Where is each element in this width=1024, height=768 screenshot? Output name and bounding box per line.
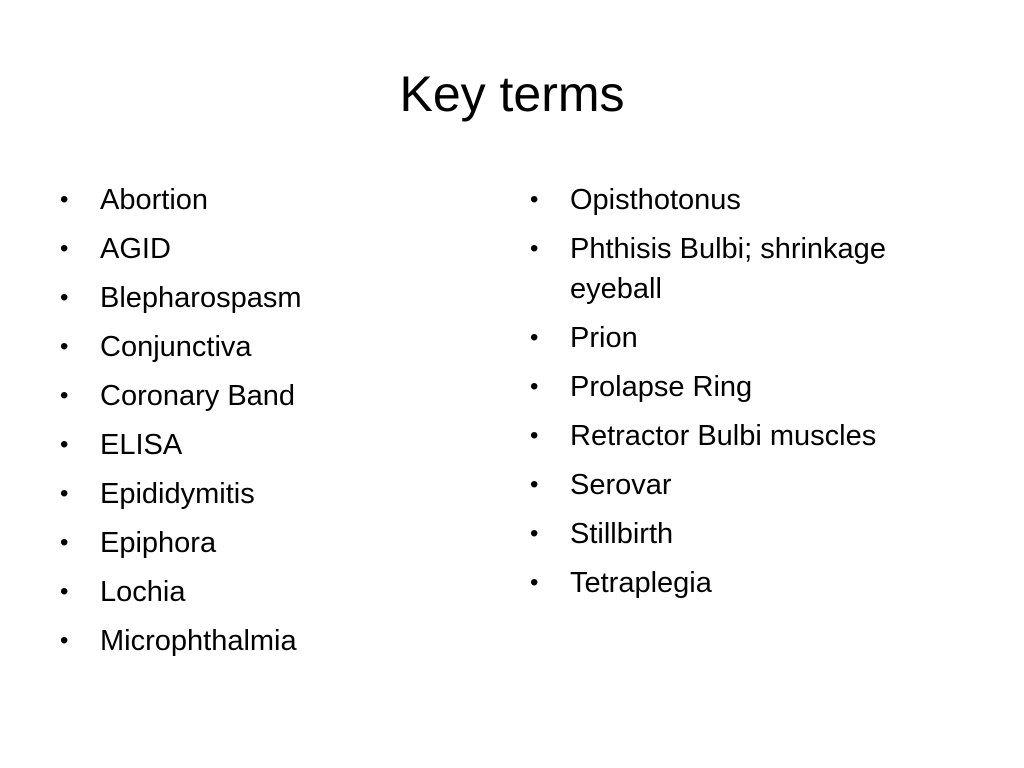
bullet-icon: • <box>60 578 69 605</box>
list-item <box>60 474 480 514</box>
left-term-list <box>60 180 480 670</box>
list-item <box>60 229 480 269</box>
list-item <box>60 425 480 465</box>
list-item <box>60 278 480 318</box>
list-item <box>60 327 480 367</box>
term-text: Prolapse Ring <box>570 371 753 403</box>
list-item <box>530 416 950 456</box>
term-text: Tetraplegia <box>570 567 712 599</box>
bullet-icon: • <box>60 235 69 262</box>
list-item <box>530 229 950 309</box>
bullet-icon: • <box>530 324 539 351</box>
bullet-icon: • <box>530 471 539 498</box>
list-item <box>530 514 950 554</box>
bullet-icon: • <box>60 431 69 458</box>
bullet-icon: • <box>530 186 539 213</box>
bullet-icon: • <box>60 284 69 311</box>
bullet-icon: • <box>60 333 69 360</box>
bullet-icon: • <box>60 480 69 507</box>
bullet-icon: • <box>60 382 69 409</box>
bullet-icon: • <box>530 422 539 449</box>
list-item <box>60 180 480 220</box>
term-text: Microphthalmia <box>100 625 297 657</box>
term-text: Epiphora <box>100 527 217 559</box>
term-text: Opisthotonus <box>570 184 741 216</box>
bullet-icon: • <box>530 373 539 400</box>
list-item <box>60 572 480 612</box>
term-text: Epididymitis <box>100 478 255 510</box>
bullet-icon: • <box>60 186 69 213</box>
term-text: AGID <box>100 233 171 265</box>
list-item <box>530 318 950 358</box>
list-item <box>530 180 950 220</box>
list-item <box>530 367 950 407</box>
term-text: Lochia <box>100 576 186 608</box>
list-item <box>60 376 480 416</box>
list-item <box>60 621 480 661</box>
bullet-icon: • <box>530 235 539 262</box>
term-text: Coronary Band <box>100 380 296 412</box>
right-term-list <box>530 180 950 612</box>
term-text: Conjunctiva <box>100 331 252 363</box>
slide-title: Key terms <box>399 66 625 122</box>
list-item <box>60 523 480 563</box>
bullet-icon: • <box>60 529 69 556</box>
term-text: ELISA <box>100 429 183 461</box>
list-item <box>530 465 950 505</box>
term-text: Prion <box>570 322 638 354</box>
bullet-icon: • <box>530 520 539 547</box>
term-text: Blepharospasm <box>100 282 302 314</box>
term-text: Phthisis Bulbi; shrinkage eyeball <box>570 233 886 305</box>
list-item <box>530 563 950 603</box>
term-text: Stillbirth <box>570 518 674 550</box>
term-text: Serovar <box>570 469 672 501</box>
term-text: Abortion <box>100 184 209 216</box>
bullet-icon: • <box>60 627 69 654</box>
bullet-icon: • <box>530 569 539 596</box>
term-text: Retractor Bulbi muscles <box>570 420 877 452</box>
